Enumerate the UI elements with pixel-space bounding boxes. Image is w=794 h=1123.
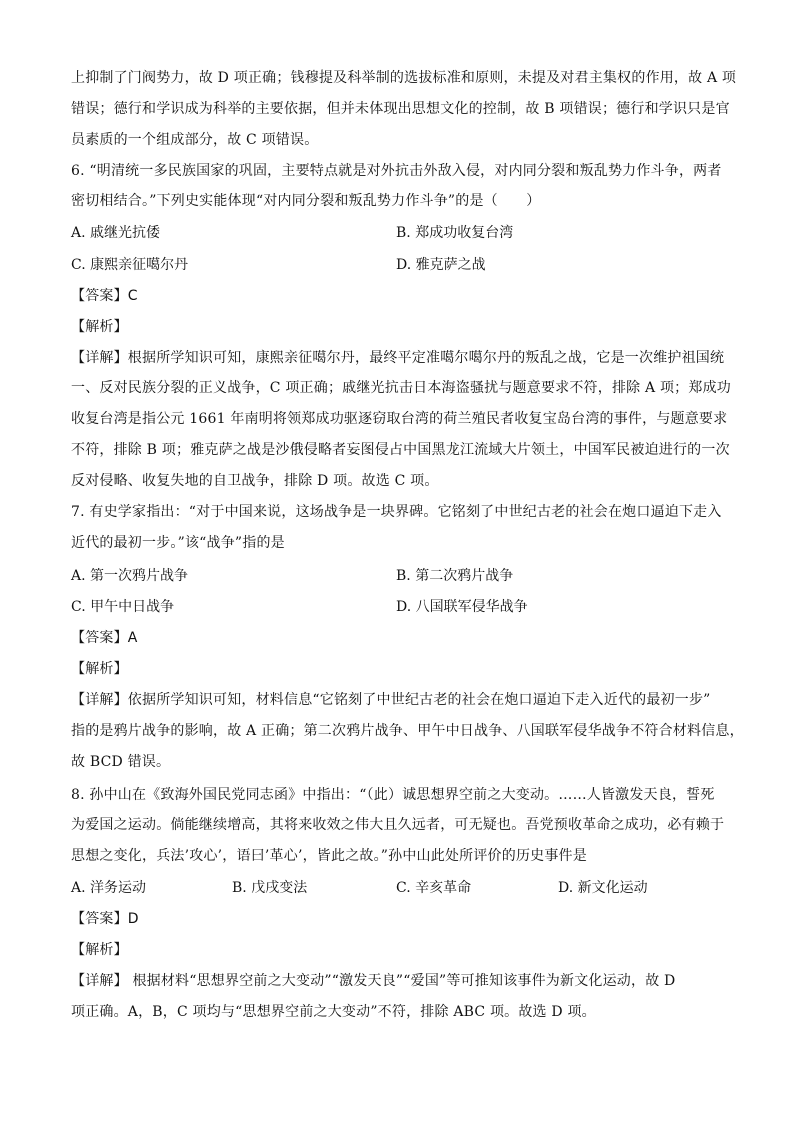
q8-detail-line-1: 【详解】 根据材料“思想界空前之大变动”“激发天良”“爱国”等可推知该事件为新文化运动，故 D — [71, 973, 676, 989]
q8-stem-line-3: 思想之变化，兵法’攻心’，语曰’革心’，皆此之故。”孙中山此处所评价的历史事件是 — [71, 848, 587, 864]
q7-detail-line-2: 指的是鸦片战争的影响，故 A 正确；第二次鸦片战争、甲午中日战争、八国联军侵华战争不符合材料信息， — [71, 723, 744, 739]
q8-answer: 【答案】D — [71, 911, 139, 927]
q7-option-b: B. 第二次鸦片战争 — [396, 568, 514, 584]
q7-detail-line-1: 【详解】依据所学知识可知，材料信息“它铭刻了中世纪古老的社会在炮口逼迫下走入近代的最初一步” — [71, 692, 711, 708]
q8-stem-line-1: 8. 孙中山在《致海外国民党同志函》中指出：“（此）诚思想界空前之大变动。……人皆激发天良，誓死 — [71, 787, 715, 803]
q6-detail-line-3: 收复台湾是指公元 1661 年南明将领郑成功驱逐窃取台湾的荷兰殖民者收复宝岛台湾的事件，与题意要求 — [71, 411, 728, 427]
q7-stem-line-2: 近代的最初一步。”该“战争”指的是 — [71, 535, 285, 551]
q7-option-d: D. 八国联军侵华战争 — [396, 599, 528, 615]
q7-analysis-label: 【解析】 — [71, 661, 128, 677]
q6-detail-line-1: 【详解】根据所学知识可知，康熙亲征噶尔丹，最终平定准噶尔噶尔丹的叛乱之战，它是一次维护祖国统 — [71, 350, 725, 366]
q8-option-a: A. 洋务运动 — [71, 880, 147, 896]
q6-stem-line-2: 密切相结合。”下列史实能体现“对内同分裂和叛乱势力作斗争”的是（ ） — [71, 193, 541, 209]
q6-analysis-label: 【解析】 — [71, 319, 128, 335]
q6-detail-line-2: 一、反对民族分裂的正义战争，C 项正确；戚继光抗击日本海盗骚扰与题意要求不符，排除 A 项；郑成功 — [71, 380, 731, 396]
q8-option-c: C. 辛亥革命 — [396, 880, 472, 896]
q8-stem-line-2: 为爱国之运动。倘能继续增高，其将来收效之伟大且久远者，可无疑也。吾党预收革命之成功，必有赖于 — [71, 817, 725, 833]
prev-analysis-line-3: 员素质的一个组成部分，故 C 项错误。 — [71, 132, 319, 148]
q6-detail-line-4: 不符，排除 B 项；雅克萨之战是沙俄侵略者妄图侵占中国黑龙江流域大片领土，中国军民被迫进行的一次 — [71, 442, 730, 458]
q8-detail-line-2: 项正确。A，B，C 项均与“思想界空前之大变动”不符，排除 ABC 项。故选 D 项。 — [71, 1004, 596, 1020]
q6-option-c: C. 康熙亲征噶尔丹 — [71, 257, 189, 273]
q6-option-d: D. 雅克萨之战 — [396, 257, 486, 273]
q7-option-c: C. 甲午中日战争 — [71, 599, 175, 615]
q6-option-a: A. 戚继光抗倭 — [71, 225, 161, 241]
q7-answer: 【答案】A — [71, 630, 138, 646]
q6-answer: 【答案】C — [71, 288, 138, 304]
q7-option-a: A. 第一次鸦片战争 — [71, 568, 189, 584]
q6-stem-line-1: 6. “明清统一多民族国家的巩固，主要特点就是对外抗击外敌入侵，对内同分裂和叛乱势力作斗争，两者 — [71, 163, 722, 179]
q8-option-b: B. 戊戌变法 — [232, 880, 308, 896]
q7-detail-line-3: 故 BCD 错误。 — [71, 754, 171, 770]
prev-analysis-line-2: 错误；德行和学识成为科举的主要依据，但并未体现出思想文化的控制，故 B 项错误；德行和学识只是官 — [71, 101, 730, 117]
q8-option-d: D. 新文化运动 — [558, 880, 648, 896]
q8-analysis-label: 【解析】 — [71, 942, 128, 958]
q6-detail-line-5: 反对侵略、收复失地的自卫战争，排除 D 项。故选 C 项。 — [71, 473, 439, 489]
q6-option-b: B. 郑成功收复台湾 — [396, 225, 514, 241]
q7-stem-line-1: 7. 有史学家指出：“对于中国来说，这场战争是一块界碑。它铭刻了中世纪古老的社会在炮口逼迫下走入 — [71, 504, 722, 520]
prev-analysis-line-1: 上抑制了门阀势力，故 D 项正确；钱穆提及科举制的选拔标准和原则，未提及对君主集权的作用，故 A 项 — [71, 70, 737, 86]
